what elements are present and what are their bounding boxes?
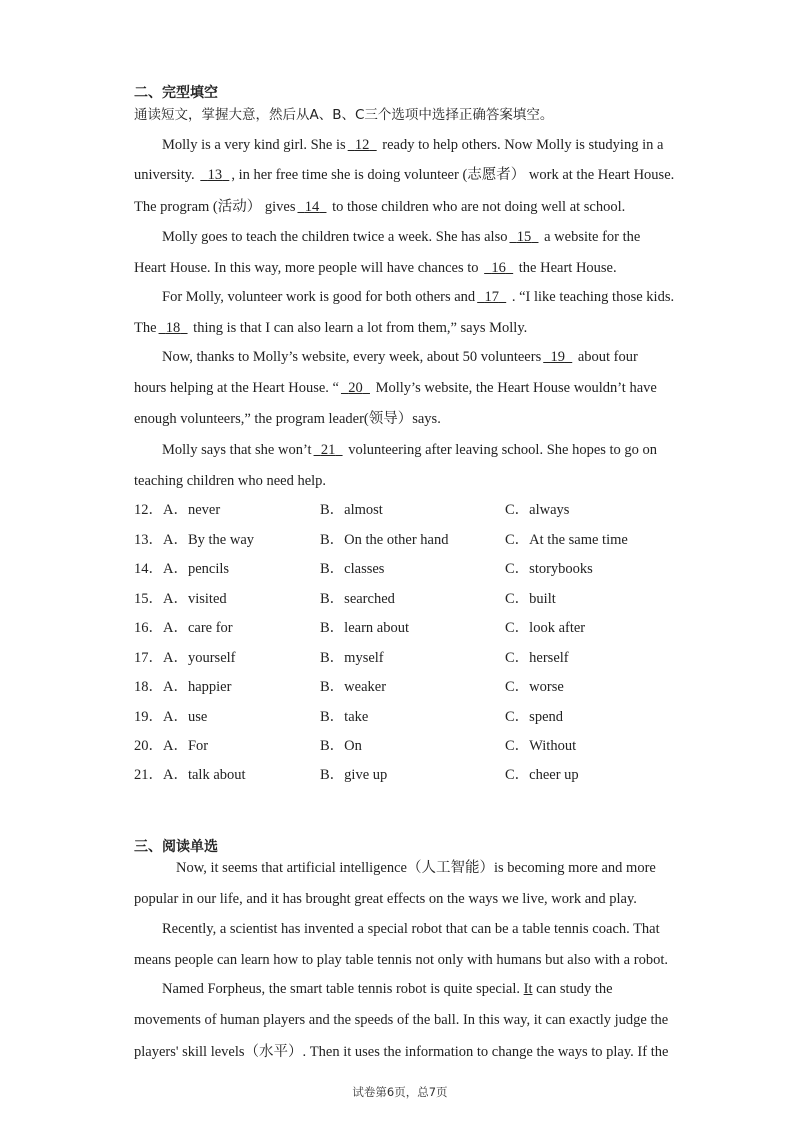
reading-line-5: Named Forpheus, the smart table tennis robot is quite special. It can study the (162, 981, 613, 997)
cloze-line-4: Molly goes to teach the children twice a week. She has also 15 a website for the (162, 229, 641, 245)
cloze-line-1: Molly is a very kind girl. She is 12 ready to help others. Now Molly is studying in a (162, 137, 664, 153)
option-c[interactable]: C．worse (505, 679, 564, 695)
reading-line-1: Now, it seems that artificial intelligence（人工智能）is becoming more and more (176, 860, 656, 876)
option-c[interactable]: C．built (505, 591, 556, 607)
option-a[interactable]: 12．A．never (134, 502, 221, 518)
option-b[interactable]: B．almost (320, 502, 383, 518)
option-b[interactable]: B．On (320, 738, 362, 754)
reading-line-3: Recently, a scientist has invented a special robot that can be a table tennis coach. That (162, 921, 660, 937)
reading-line-4: means people can learn how to play table tennis not only with humans but also with a robot. (134, 952, 668, 968)
option-a[interactable]: 15．A．visited (134, 591, 227, 607)
option-b[interactable]: B．weaker (320, 679, 387, 695)
option-a[interactable]: 19．A．use (134, 709, 208, 725)
blank-15: 15 (516, 229, 532, 245)
cloze-line-11: Molly says that she won’t 21 volunteering after leaving school. She hopes to go on (162, 442, 658, 458)
option-a[interactable]: 21．A．talk about (134, 767, 246, 783)
cloze-line-2: university. 13 , in her free time she is doing volunteer (志愿者） work at the Heart House. (134, 167, 675, 183)
option-c[interactable]: C．spend (505, 709, 563, 725)
blank-16: 16 (491, 260, 506, 276)
underlined-pronoun: It (523, 981, 533, 997)
cloze-line-12: teaching children who need help. (134, 473, 327, 489)
option-a[interactable]: 14．A．pencils (134, 561, 230, 577)
page-footer: 试卷第6页，总7页 (352, 1085, 448, 1099)
option-b[interactable]: B．learn about (320, 620, 409, 636)
option-b[interactable]: B．searched (320, 591, 395, 607)
cloze-line-7: The 18 thing is that I can also learn a lot from them,” says Molly. (134, 320, 528, 336)
cloze-line-10: enough volunteers,” the program leader(领导）says. (134, 411, 441, 427)
option-a[interactable]: 17．A．yourself (134, 650, 236, 666)
option-a[interactable]: 16．A．care for (134, 620, 233, 636)
blank-13: 13 (207, 167, 223, 183)
option-c[interactable]: C．storybooks (505, 561, 593, 577)
option-b[interactable]: B．take (320, 709, 369, 725)
blank-17: 17 (484, 289, 499, 305)
blank-14: 14 (304, 199, 320, 215)
option-c[interactable]: C．look after (505, 620, 586, 636)
option-c[interactable]: C．Without (505, 738, 577, 754)
reading-line-6: movements of human players and the speeds of the ball. In this way, it can exactly judge the (134, 1012, 669, 1028)
option-a[interactable]: 13．A．By the way (134, 532, 255, 548)
reading-line-7: players' skill levels（水平）. Then it uses the information to change the ways to play. If the (134, 1044, 669, 1060)
blank-21: 21 (320, 442, 336, 458)
option-b[interactable]: B．classes (320, 561, 385, 577)
cloze-section-heading: 二、完型填空 (134, 85, 218, 101)
blank-19: 19 (550, 349, 565, 365)
option-c[interactable]: C．cheer up (505, 767, 579, 783)
reading-section-heading: 三、阅读单选 (134, 839, 218, 855)
option-c[interactable]: C．herself (505, 650, 569, 666)
option-b[interactable]: B．give up (320, 767, 388, 783)
blank-12: 12 (354, 137, 370, 153)
cloze-line-3: The program (活动） gives 14 to those children who are not doing well at school. (134, 199, 626, 215)
reading-line-2: popular in our life, and it has brought great effects on the ways we live, work and play. (134, 891, 637, 907)
cloze-line-8: Now, thanks to Molly’s website, every week, about 50 volunteers 19 about four (162, 349, 638, 365)
blank-18: 18 (165, 320, 181, 336)
option-c[interactable]: C．always (505, 502, 570, 518)
option-a[interactable]: 18．A．happier (134, 679, 232, 695)
option-a[interactable]: 20．A．For (134, 738, 209, 754)
cloze-line-9: hours helping at the Heart House. “ 20 Molly’s website, the Heart House wouldn’t have (134, 380, 657, 396)
option-b[interactable]: B．myself (320, 650, 384, 666)
option-b[interactable]: B．On the other hand (320, 532, 449, 548)
option-c[interactable]: C．At the same time (505, 532, 628, 548)
cloze-instruction: 通读短文，掌握大意，然后从A、B、C三个选项中选择正确答案填空。 (134, 107, 554, 123)
cloze-line-6: For Molly, volunteer work is good for both others and 17 . “I like teaching those kids. (162, 289, 675, 305)
blank-20: 20 (348, 380, 363, 396)
cloze-line-5: Heart House. In this way, more people will have chances to 16 the Heart House. (134, 260, 617, 276)
